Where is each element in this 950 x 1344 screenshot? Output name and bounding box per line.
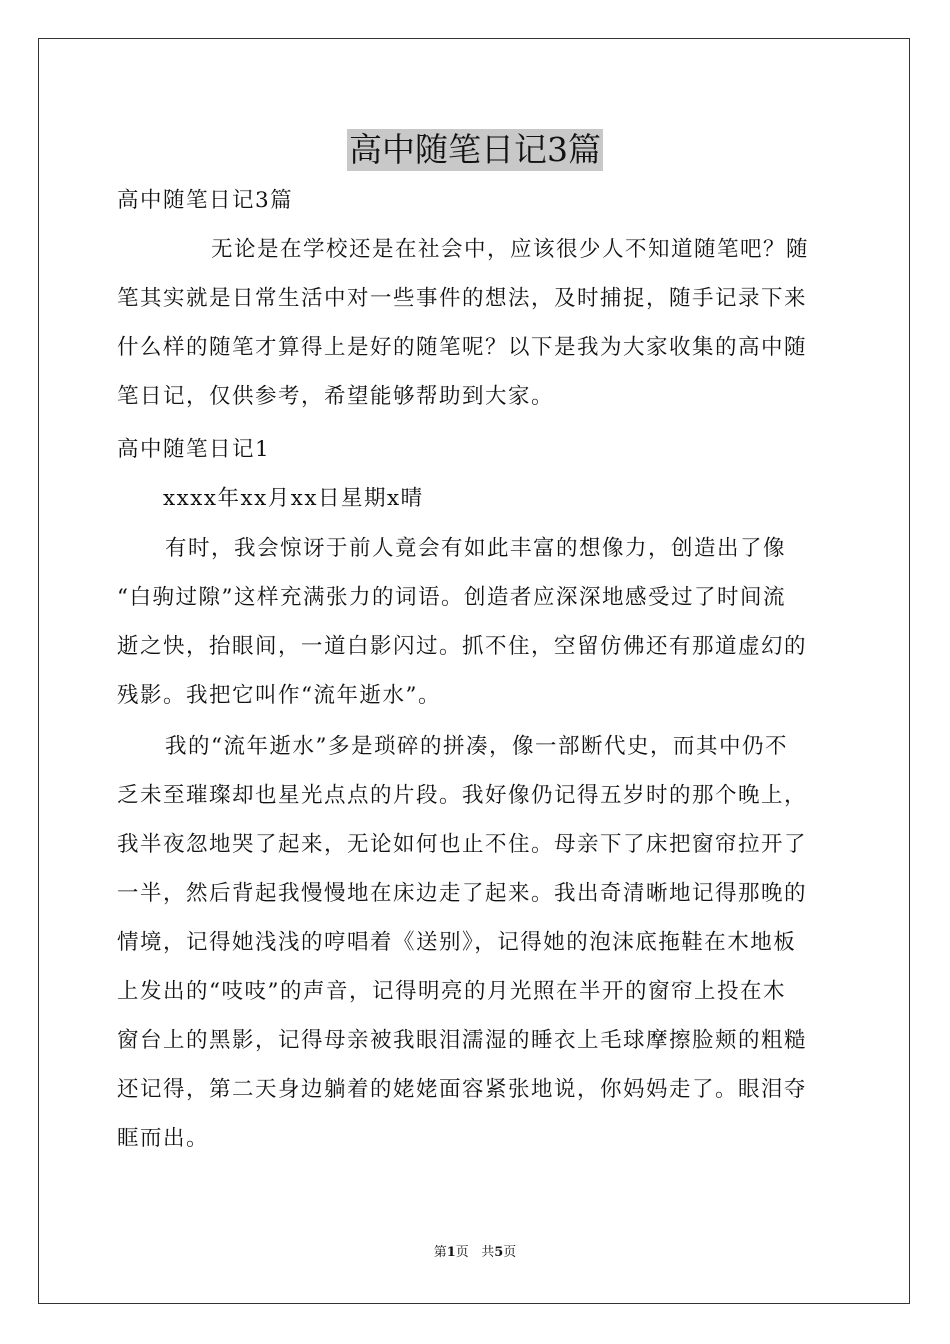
paragraph-line: 窗台上的黑影，记得母亲被我眼泪濡湿的睡衣上毛球摩擦脸颊的粗糙 <box>117 1028 808 1053</box>
paragraph-1 <box>117 524 837 720</box>
section-heading: 高中随笔日记1 <box>117 437 271 462</box>
document-title: 高中随笔日记3篇 <box>349 130 601 169</box>
paragraph-2 <box>117 722 837 1163</box>
paragraph-line: 有时，我会惊讶于前人竟会有如此丰富的想像力，创造出了像 <box>165 536 787 561</box>
paragraph-line: 情境，记得她浅浅的哼唱着《送别》，记得她的泡沫底拖鞋在木地板 <box>117 930 797 955</box>
intro-line <box>117 225 837 274</box>
paragraph-line: 我的“流年逝水”多是琐碎的拼凑，像一部断代史，而其中仍不 <box>165 734 788 759</box>
paragraph-line: 一半，然后背起我慢慢地在床边走了起来。我出奇清晰地记得那晚的 <box>117 881 808 906</box>
paragraph-line: “白驹过隙”这样充满张力的词语。创造者应深深地感受过了时间流 <box>117 585 786 610</box>
paragraph-line: 残影。我把它叫作“流年逝水”。 <box>117 683 441 708</box>
paragraph-line: 我半夜忽地哭了起来，无论如何也止不住。母亲下了床把窗帘拉开了 <box>117 832 808 857</box>
document-subtitle: 高中随笔日记3篇 <box>117 188 294 213</box>
total-pages: 5 <box>494 1245 504 1260</box>
paragraph-line: 眶而出。 <box>117 1126 210 1151</box>
date-line: xxxx年xx月xx日星期x晴 <box>163 486 424 511</box>
page-prefix: 第 <box>433 1245 447 1260</box>
intro-line: 笔日记，仅供参考，希望能够帮助到大家。 <box>117 384 555 409</box>
intro-line-text: 无论是在学校还是在社会中，应该很少人不知道随笔吧？随 <box>211 237 810 262</box>
intro-paragraph <box>117 225 837 421</box>
intro-line: 笔其实就是日常生活中对一些事件的想法，及时捕捉，随手记录下来 <box>117 286 808 311</box>
intro-line: 什么样的随笔才算得上是好的随笔呢？以下是我为大家收集的高中随 <box>117 335 808 360</box>
page-suffix: 页 <box>455 1245 469 1260</box>
paragraph-line: 上发出的“吱吱”的声音，记得明亮的月光照在半开的窗帘上投在木 <box>117 979 786 1004</box>
paragraph-line: 逝之快，抬眼间，一道白影闪过。抓不住，空留仿佛还有那道虚幻的 <box>117 634 808 659</box>
total-suffix: 页 <box>503 1245 517 1260</box>
paragraph-line: 还记得，第二天身边躺着的姥姥面容紧张地说，你妈妈走了。眼泪夺 <box>117 1077 808 1102</box>
total-prefix: 共 <box>481 1245 495 1260</box>
paragraph-line: 乏未至璀璨却也星光点点的片段。我好像仍记得五岁时的那个晚上， <box>117 783 808 808</box>
page-footer <box>0 1244 950 1262</box>
page-number: 1 <box>446 1245 456 1260</box>
